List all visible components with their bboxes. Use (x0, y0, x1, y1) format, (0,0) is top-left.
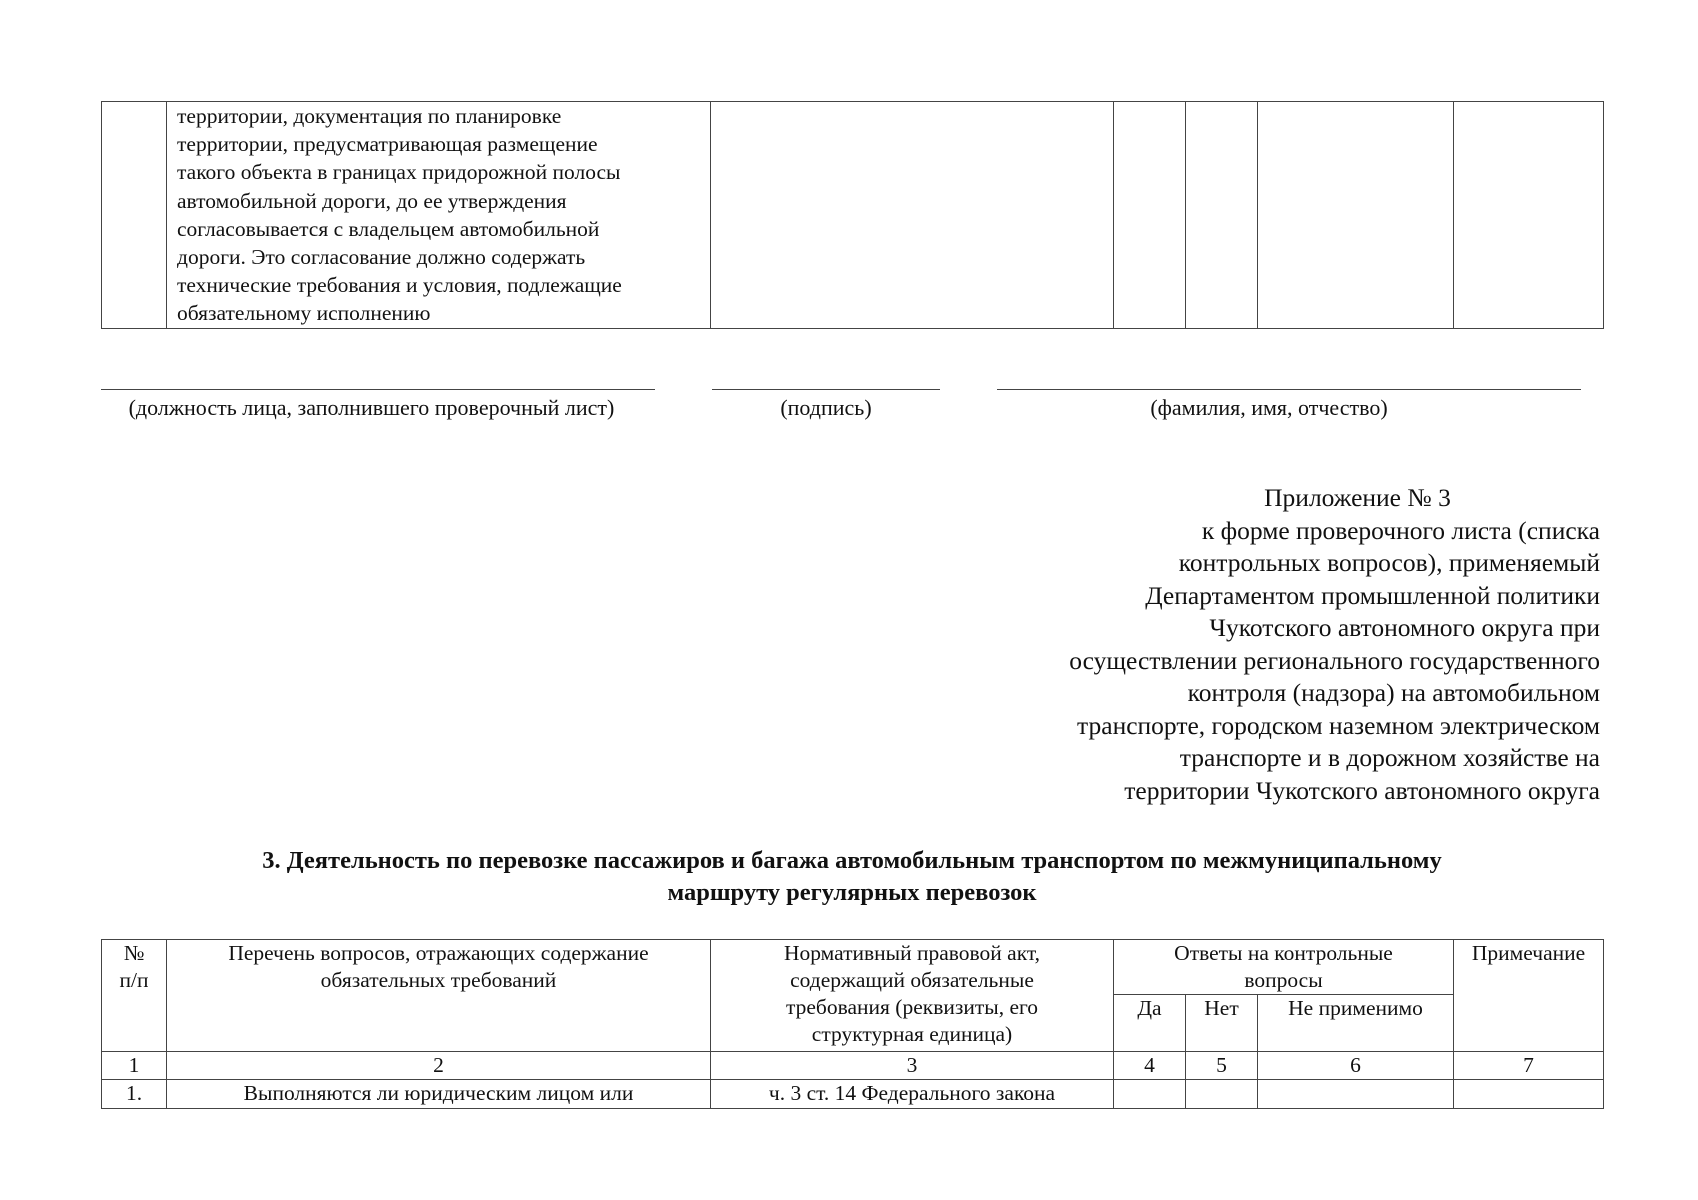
question-text-line: такого объекта в границах придорожной полосы (177, 160, 621, 185)
question-text-line: технические требования и условия, подлежащие (177, 273, 622, 298)
appendix-line: осуществлении регионального государственного (1069, 645, 1600, 675)
question-text-line: обязательному исполнению (177, 301, 431, 326)
signature-line (712, 389, 940, 390)
header-row (102, 940, 1604, 995)
question-text-line: согласовывается с владельцем автомобильной (177, 216, 600, 241)
row-number: 1. (102, 1080, 167, 1109)
row-not-applicable[interactable] (1258, 1080, 1454, 1109)
column-number: 2 (167, 1052, 711, 1080)
name-caption: (фамилия, имя, отчество) (1150, 395, 1388, 420)
header-answers: Ответы на контрольные вопросы (1114, 940, 1454, 995)
name-signature-line (997, 389, 1581, 390)
row-legal-act: ч. 3 ст. 14 Федерального закона (711, 1080, 1114, 1109)
question-text-line: автомобильной дороги, до ее утверждения (177, 188, 567, 213)
column-number: 6 (1258, 1052, 1454, 1080)
yes-cell (1114, 102, 1186, 329)
question-text-line: территории, предусматривающая размещение (177, 132, 598, 157)
appendix-line: транспорте и в дорожном хозяйстве на (1179, 743, 1600, 772)
section-title-line: маршруту регулярных перевозок (667, 879, 1037, 906)
column-number-row (102, 1052, 1604, 1080)
question-text-line: территории, документация по планировке (177, 104, 562, 128)
header-no: Нет (1186, 995, 1258, 1052)
section-title-line: 3. Деятельность по перевозке пассажиров и багажа автомобильным транспортом по межмуниципальному (262, 847, 1442, 874)
question-cell (167, 102, 711, 329)
not-applicable-cell (1258, 102, 1454, 329)
row-question: Выполняются ли юридическим лицом или (167, 1080, 711, 1109)
act-cell (711, 102, 1114, 329)
column-number: 7 (1454, 1052, 1604, 1080)
position-signature-line (101, 389, 655, 390)
position-caption: (должность лица, заполнившего проверочный лист) (128, 395, 615, 420)
table-row (102, 1080, 1604, 1109)
checklist-table (101, 939, 1604, 1109)
row-number-cell (102, 102, 167, 329)
header-note: Примечание (1454, 940, 1604, 1052)
note-cell (1454, 102, 1604, 329)
appendix-line: территории Чукотского автономного округа (1124, 775, 1600, 805)
row-note[interactable] (1454, 1080, 1604, 1109)
header-number: № п/п (102, 940, 167, 1052)
header-yes: Да (1114, 995, 1186, 1052)
table-row (102, 102, 1604, 329)
appendix-line: Чукотского автономного округа при (1209, 613, 1600, 642)
row-no[interactable] (1186, 1080, 1258, 1109)
appendix-line: к форме проверочного листа (списка (1201, 515, 1600, 545)
row-yes[interactable] (1114, 1080, 1186, 1109)
header-not-applicable: Не применимо (1258, 995, 1454, 1052)
question-text-line: дороги. Это согласование должно содержать (177, 245, 586, 270)
appendix-title: Приложение № 3 (1264, 483, 1451, 512)
section-title (101, 845, 1603, 909)
appendix-line: контрольных вопросов), применяемый (1178, 548, 1600, 577)
continuation-table (101, 101, 1604, 329)
appendix-line: транспорте, городском наземном электрическом (1077, 710, 1600, 740)
no-cell (1186, 102, 1258, 329)
column-number: 3 (711, 1052, 1114, 1080)
column-number: 4 (1114, 1052, 1186, 1080)
column-number: 1 (102, 1052, 167, 1080)
header-questions: Перечень вопросов, отражающих содержание обязательных требований (167, 940, 711, 1052)
appendix-line: Департаментом промышленной политики (1145, 580, 1600, 610)
appendix-block (940, 482, 1600, 807)
column-number: 5 (1186, 1052, 1258, 1080)
signature-caption: (подпись) (780, 395, 872, 420)
header-legal-act: Нормативный правовой акт, содержащий обязательные требования (реквизиты, его структурная единица) (711, 940, 1114, 1052)
appendix-line: контроля (надзора) на автомобильном (1187, 678, 1600, 707)
